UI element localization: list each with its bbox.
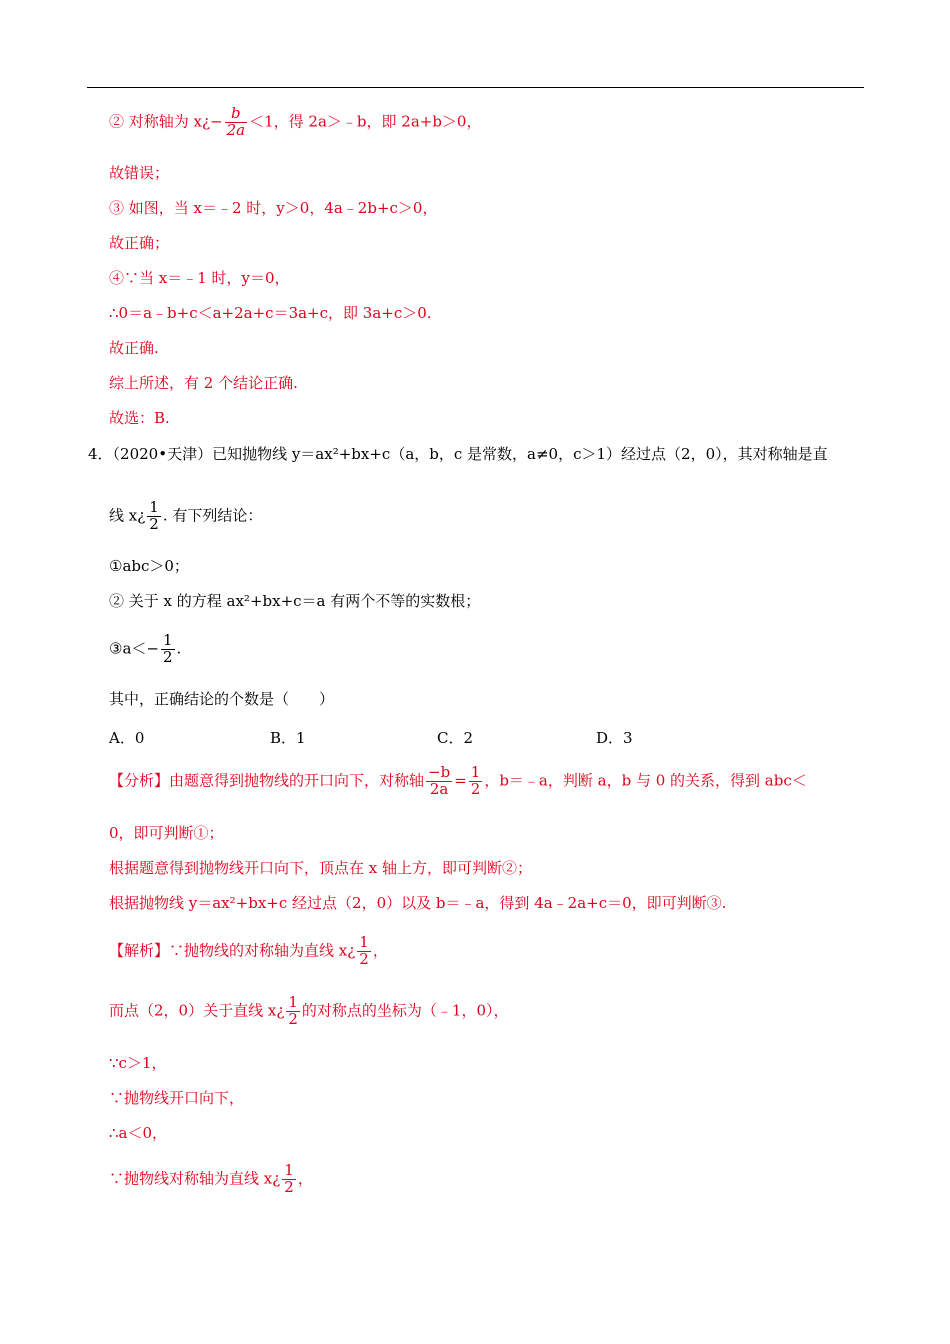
conclusion-2: ② 关于 x 的方程 ax²+bx+c＝a 有两个不等的实数根； [109,592,481,610]
numerator: −b [428,763,451,781]
numerator: 1 [162,631,173,649]
solution-line-5: ∴a＜0， [109,1124,168,1142]
fraction [147,500,161,533]
solution-line-4: ∵抛物线开口向下， [109,1089,245,1107]
text: ， [372,941,388,960]
fraction [357,935,371,968]
text: . [176,639,182,658]
option-c: C．2 [437,729,474,747]
analysis-line-4: 根据抛物线 y＝ax²+bx+c 经过点（2，0）以及 b＝﹣a，得到 4a﹣2a+c＝0，即可判断③. [109,894,727,912]
solution-line: ∴0＝a﹣b+c＜a+2a+c＝3a+c，即 3a+c＞0. [109,304,432,322]
analysis-line-1 [109,765,807,798]
solution-line-1 [109,935,388,968]
denominator: 2 [162,647,173,666]
solution-line-6 [109,1163,313,1196]
fraction [469,765,483,798]
denominator: 2 [359,949,369,968]
denominator: 2 [470,779,481,798]
text: ∵抛物线对称轴为直线 x¿ [109,1169,281,1188]
text: 的对称点的坐标为（﹣1，0）， [301,1001,509,1020]
solution-line-2 [109,995,509,1028]
text: ＜1，得 2a＞﹣b，即 2a+b＞0， [249,112,482,131]
solution-line: ④∵当 x＝﹣1 时，y＝0， [109,269,290,287]
numerator: b [225,106,248,123]
solution-line: 综上所述，有 2 个结论正确. [109,374,298,392]
denominator: 2 [284,1177,294,1196]
fraction [426,765,452,798]
denominator: 2 [288,1009,298,1028]
solution-line: 故错误； [109,164,170,182]
text: . 有下列结论： [162,506,263,525]
text: = [454,771,467,790]
fraction [286,995,300,1028]
text: 而点（2，0）关于直线 x¿ [109,1001,285,1020]
numerator: 1 [470,763,481,781]
solution-line: 故正确； [109,234,170,252]
option-b: B．1 [270,729,306,747]
denominator: 2a [429,779,449,798]
denominator: 2 [149,514,159,533]
option-d: D．3 [596,729,633,747]
solution-line-3: ∵c＞1， [109,1054,167,1072]
text: ，b＝﹣a，判断 a，b 与 0 的关系，得到 abc＜ [484,771,807,790]
question-4-stem: 4．（2020•天津）已知抛物线 y＝ax²+bx+c（a，b，c 是常数，a≠0，c＞1）经过点（2，0），其对称轴是直 [88,445,828,463]
conclusion-1: ①abc＞0； [109,557,189,575]
header-rule [87,87,864,88]
numerator: 1 [284,1161,294,1179]
fraction [161,633,175,666]
analysis-line-3: 根据题意得到抛物线开口向下，顶点在 x 轴上方，即可判断②； [109,859,532,877]
denominator: 2a [226,120,246,139]
fraction [282,1163,296,1196]
text: ② 对称轴为 x¿− [109,112,223,131]
text: 【解析】∵抛物线的对称轴为直线 x¿ [109,941,356,960]
answer-line: 故选：B. [109,409,170,427]
question-ask: 其中，正确结论的个数是（ ） [109,690,335,708]
numerator: 1 [359,933,369,951]
option-a: A．0 [109,729,145,747]
text: ③a＜− [109,639,159,658]
numerator: 1 [149,498,159,516]
numerator: 1 [288,993,298,1011]
solution-line: 故正确. [109,339,159,357]
text: 【分析】由题意得到抛物线的开口向下，对称轴 [109,771,425,790]
question-4-stem-cont [109,500,262,533]
text: 线 x¿ [109,506,146,525]
solution-line: ③ 如图，当 x＝﹣2 时，y＞0，4a﹣2b+c＞0， [109,199,438,217]
fraction [225,106,248,139]
conclusion-3 [109,633,181,666]
analysis-line-2: 0，即可判断①； [109,824,224,842]
solution-line-2 [109,106,481,139]
text: ， [297,1169,313,1188]
